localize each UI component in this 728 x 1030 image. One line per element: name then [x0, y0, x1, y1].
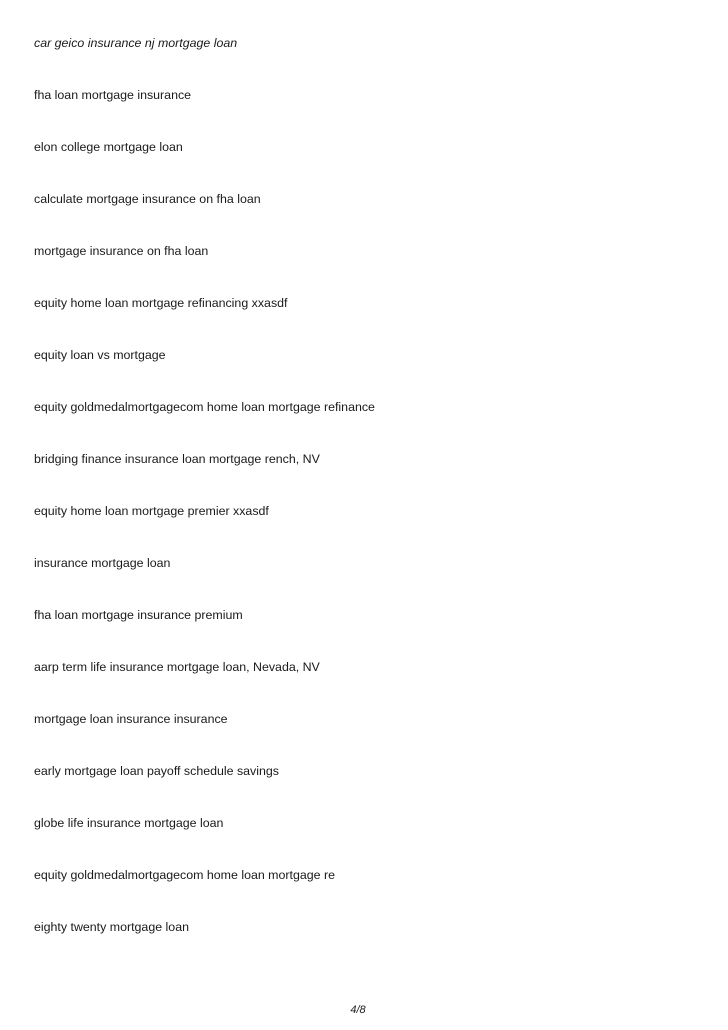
- list-item: equity goldmedalmortgagecom home loan mortgage re: [34, 868, 335, 882]
- list-item: equity goldmedalmortgagecom home loan mortgage refinance: [34, 400, 375, 414]
- list-item: aarp term life insurance mortgage loan, Nevada, NV: [34, 660, 320, 674]
- list-item: mortgage loan insurance insurance: [34, 712, 228, 726]
- entry-list: [34, 34, 375, 970]
- list-item: elon college mortgage loan: [34, 140, 183, 154]
- list-item: car geico insurance nj mortgage loan: [34, 36, 238, 50]
- list-item: equity loan vs mortgage: [34, 348, 166, 362]
- list-item: equity home loan mortgage premier xxasdf: [34, 504, 269, 518]
- list-item: fha loan mortgage insurance: [34, 88, 192, 102]
- list-item: fha loan mortgage insurance premium: [34, 608, 243, 622]
- list-item: equity home loan mortgage refinancing xxasdf: [34, 296, 288, 310]
- list-item: mortgage insurance on fha loan: [34, 244, 209, 258]
- list-item: globe life insurance mortgage loan: [34, 816, 224, 830]
- list-item: early mortgage loan payoff schedule savings: [34, 764, 279, 778]
- list-item: insurance mortgage loan: [34, 556, 171, 570]
- list-item: calculate mortgage insurance on fha loan: [34, 192, 261, 206]
- list-item: eighty twenty mortgage loan: [34, 920, 189, 934]
- page-number: 4/8: [350, 1004, 366, 1016]
- list-item: bridging finance insurance loan mortgage rench, NV: [34, 452, 320, 466]
